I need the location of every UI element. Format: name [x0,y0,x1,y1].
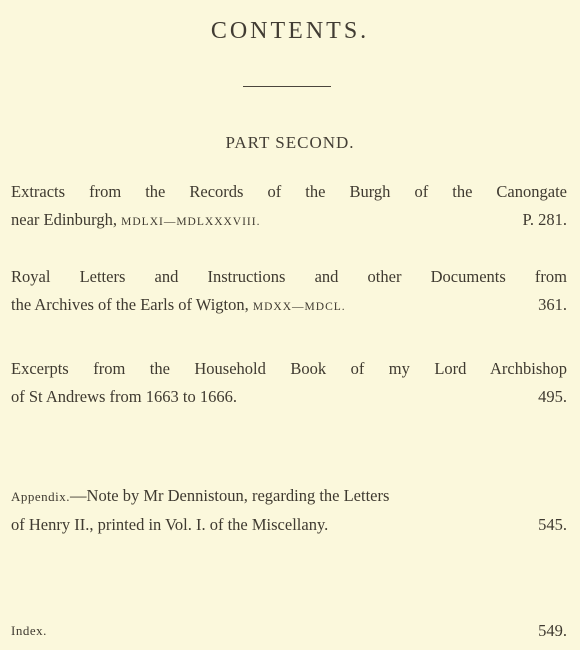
entry-line-2 [11,511,567,539]
entry-line-1: Excerpts from the Household Book of my Lord Archbishop [11,359,567,378]
entry-date-range: MDXX—MDCL. [252,301,346,313]
contents-entry-canongate [11,178,567,236]
entry-line-1 [11,617,567,645]
contents-entry-wigton [11,263,567,321]
entry-text: of St Andrews from 1663 to 1666. [11,387,237,406]
entry-text: —Note by Mr Dennistoun, regarding the Letters [70,486,390,505]
entry-line-2 [11,291,567,321]
entry-text: near Edinburgh, [11,210,122,229]
entry-line-1 [11,482,567,511]
entry-line-1: Royal Letters and Instructions and other Documents from [11,267,567,286]
entry-page-number: 549. [538,621,567,640]
entry-line-2-text [11,291,346,321]
contents-entry-household-book [11,355,567,411]
entry-lead-label: Appendix. [11,489,71,504]
entry-page-number: P. 281. [522,210,567,229]
title-divider [243,86,331,87]
entry-line-2 [11,383,567,411]
entry-line-2-text [11,206,260,236]
entry-text: of Henry II., printed in Vol. I. of the Miscellany. [11,515,329,534]
entry-page-number: 495. [538,387,567,406]
entry-date-range: MDLXI—MDLXXXVIII. [121,216,261,228]
entry-line-1: Extracts from the Records of the Burgh of the Canongate [11,182,567,201]
part-heading: PART SECOND. [225,133,355,152]
contents-entry-index [11,617,567,645]
entry-lead-label: Index. [11,623,47,638]
entry-line-1-text [11,482,389,511]
contents-entry-appendix [11,482,567,539]
entry-page-number: 361. [538,295,567,314]
entry-line-2 [11,206,567,236]
entry-text: the Archives of the Earls of Wigton, [11,295,253,314]
page-title: CONTENTS. [210,18,370,44]
entry-page-number: 545. [538,515,567,534]
